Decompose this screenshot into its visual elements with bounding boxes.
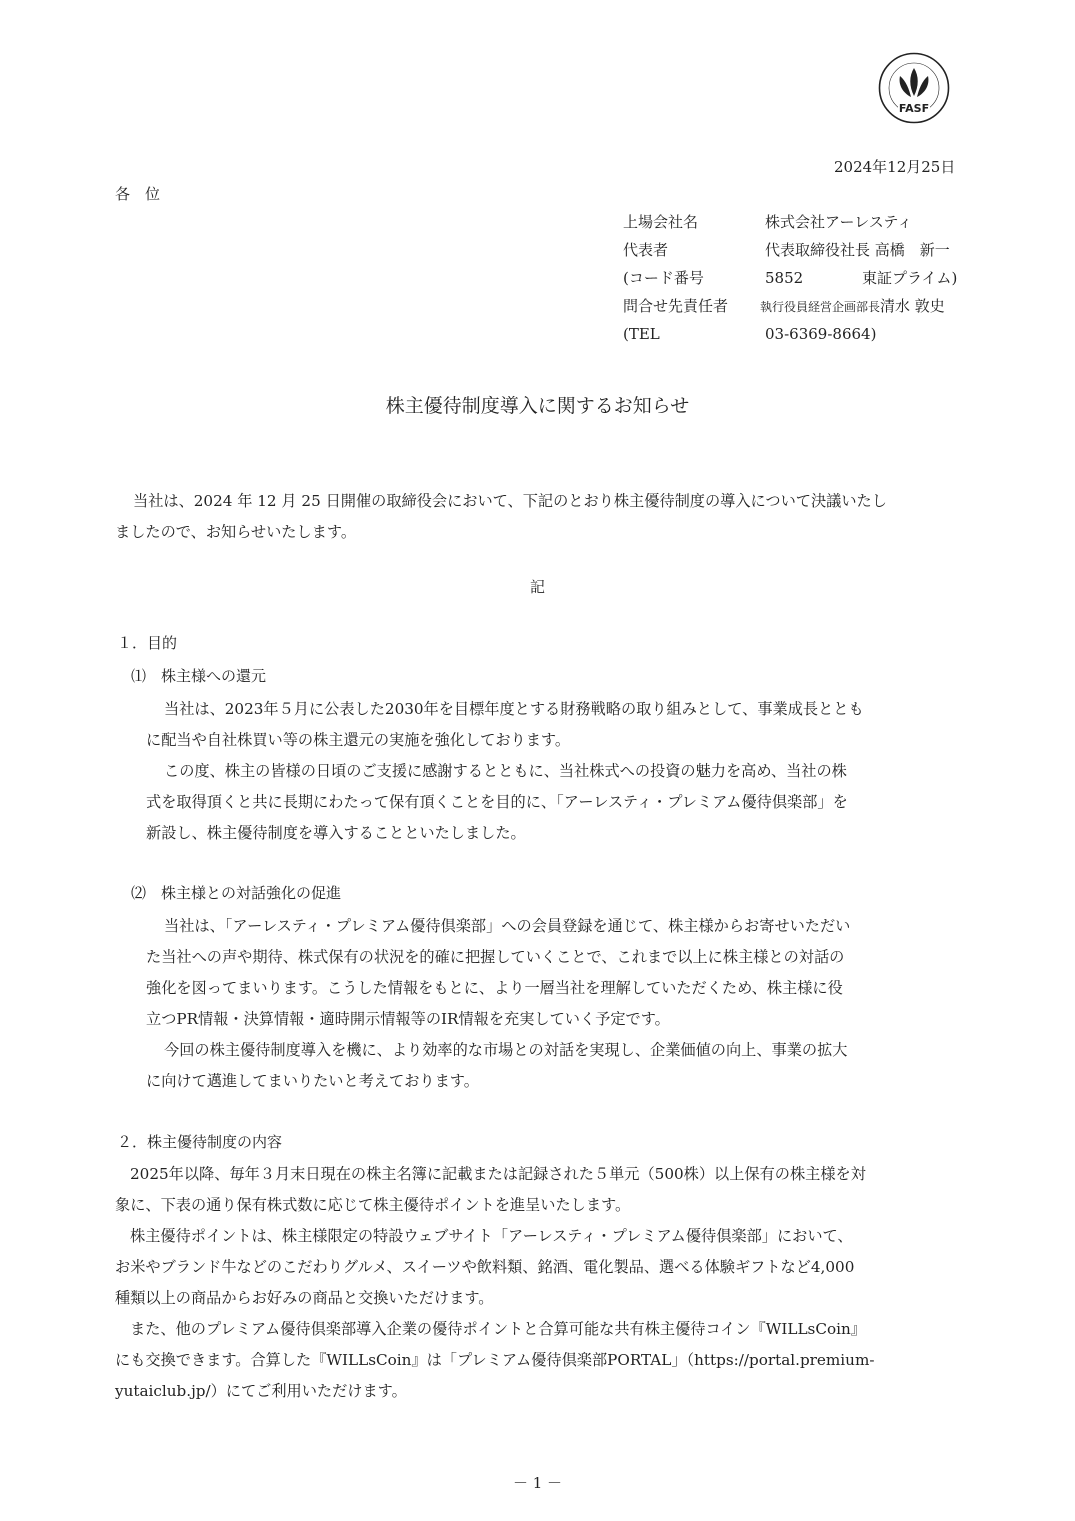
section-2-p1-line2: 象に、下表の通り保有株式数に応じて株主優待ポイントを進呈いたします。 [115, 1196, 631, 1214]
section-2-p2-line1: 株主優待ポイントは、株主様限定の特設ウェブサイト「アーレスティ・プレミアム優待倶楽部」において、 [130, 1227, 853, 1245]
intro-line-2: ましたので、お知らせいたします。 [115, 523, 357, 541]
section-2-p2-line3: 種類以上の商品からお好みの商品と交換いただけます。 [115, 1289, 494, 1307]
section-1-heading: １．目的 [117, 634, 178, 652]
listed-company-value: 株式会社アーレスティ [765, 213, 913, 231]
section-1-2-p2-line1: 今回の株主優待制度導入を機に、より効率的な市場との対話を実現し、企業価値の向上、事業の拡大 [164, 1041, 848, 1059]
section-2-p3-line3: yutaiclub.jp/）にてご利用いただけます。 [115, 1382, 407, 1400]
section-2-heading: ２．株主優待制度の内容 [117, 1133, 283, 1151]
section-1-2-p1-line4: 立つPR情報・決算情報・適時開示情報等のIR情報を充実していく予定です。 [146, 1010, 670, 1028]
logo-text: FASF [898, 102, 930, 115]
section-1-2-heading: ⑵ 株主様との対話強化の促進 [131, 884, 342, 902]
section-1-1-p2-line1: この度、株主の皆様の日頃のご支援に感謝するとともに、当社株式への投資の魅力を高め、当社の株 [164, 762, 847, 780]
section-2-p3-line2: にも交換できます。合算した『WILLsCoin』は「プレミアム優待倶楽部PORTAL」（https://portal.premium- [115, 1351, 875, 1369]
listed-company-label: 上場会社名 [623, 213, 699, 231]
section-1-1-p2-line3: 新設し、株主優待制度を導入することといたしました。 [146, 824, 526, 842]
tel-label: (TEL [623, 325, 660, 343]
section-1-1-p1-line2: に配当や自社株買い等の株主還元の実施を強化しております。 [146, 731, 571, 749]
tel-value: 03-6369-8664) [765, 325, 877, 343]
section-1-2-body [146, 911, 954, 1097]
ki-marker: 記 [529, 578, 545, 596]
code-label: (コード番号 [623, 269, 704, 287]
contact-label: 問合せ先責任者 [623, 297, 729, 315]
code-value: 5852 [765, 269, 804, 287]
page-number: － 1 － [512, 1474, 563, 1492]
section-1-2-p2-line2: に向けて邁進してまいりたいと考えております。 [146, 1072, 479, 1090]
section-1-1-p2-line2: 式を取得頂くと共に長期にわたって保有頂くことを目的に、「アーレスティ・プレミアム優待倶楽部」を [146, 793, 848, 811]
section-2-p3-line1: また、他のプレミアム優待倶楽部導入企業の優待ポイントと合算可能な共有株主優待コイン『WILLsCoin』 [130, 1320, 866, 1338]
section-2-p1-line1: 2025年以降、毎年３月末日現在の株主名簿に記載または記録された５単元（500株）以上保有の株主様を対 [130, 1165, 866, 1183]
section-2-body [115, 1159, 955, 1407]
market-value: 東証プライム) [862, 269, 958, 287]
section-1-2-p1-line2: た当社への声や期待、株式保有の状況を的確に把握していくことで、これまで以上に株主様との対話の [146, 948, 845, 966]
section-1-1-p1-line1: 当社は、2023年５月に公表した2030年を目標年度とする財務戦略の取り組みとして、事業成長ととも [164, 700, 864, 718]
representative-value: 代表取締役社長 高橋 新一 [765, 241, 950, 259]
section-2-p2-line2: お米やブランド牛などのこだわりグルメ、スイーツや飲料類、銘酒、電化製品、選べる体験ギフトなど4,000 [115, 1258, 855, 1276]
addressee: 各 位 [115, 185, 161, 203]
fasf-logo [878, 52, 950, 124]
intro-paragraph [115, 486, 955, 548]
contact-title: 執行役員経営企画部長 [760, 300, 881, 314]
section-1-1-heading: ⑴ 株主様への還元 [131, 667, 267, 685]
section-1-2-p1-line1: 当社は、「アーレスティ・プレミアム優待倶楽部」への会員登録を通じて、株主様からお寄せいただい [164, 917, 851, 935]
section-1-1-body [146, 694, 954, 849]
document-date: 2024年12月25日 [834, 158, 956, 176]
document-title: 株主優待制度導入に関するお知らせ [385, 395, 690, 417]
intro-line-1: 当社は、2024 年 12 月 25 日開催の取締役会において、下記のとおり株主優待制度の導入について決議いたし [133, 492, 887, 510]
representative-label: 代表者 [623, 241, 669, 259]
section-1-2-p1-line3: 強化を図ってまいります。こうした情報をもとに、より一層当社を理解していただくため、株主様に役 [146, 979, 843, 997]
contact-name: 清水 敦史 [880, 297, 945, 315]
